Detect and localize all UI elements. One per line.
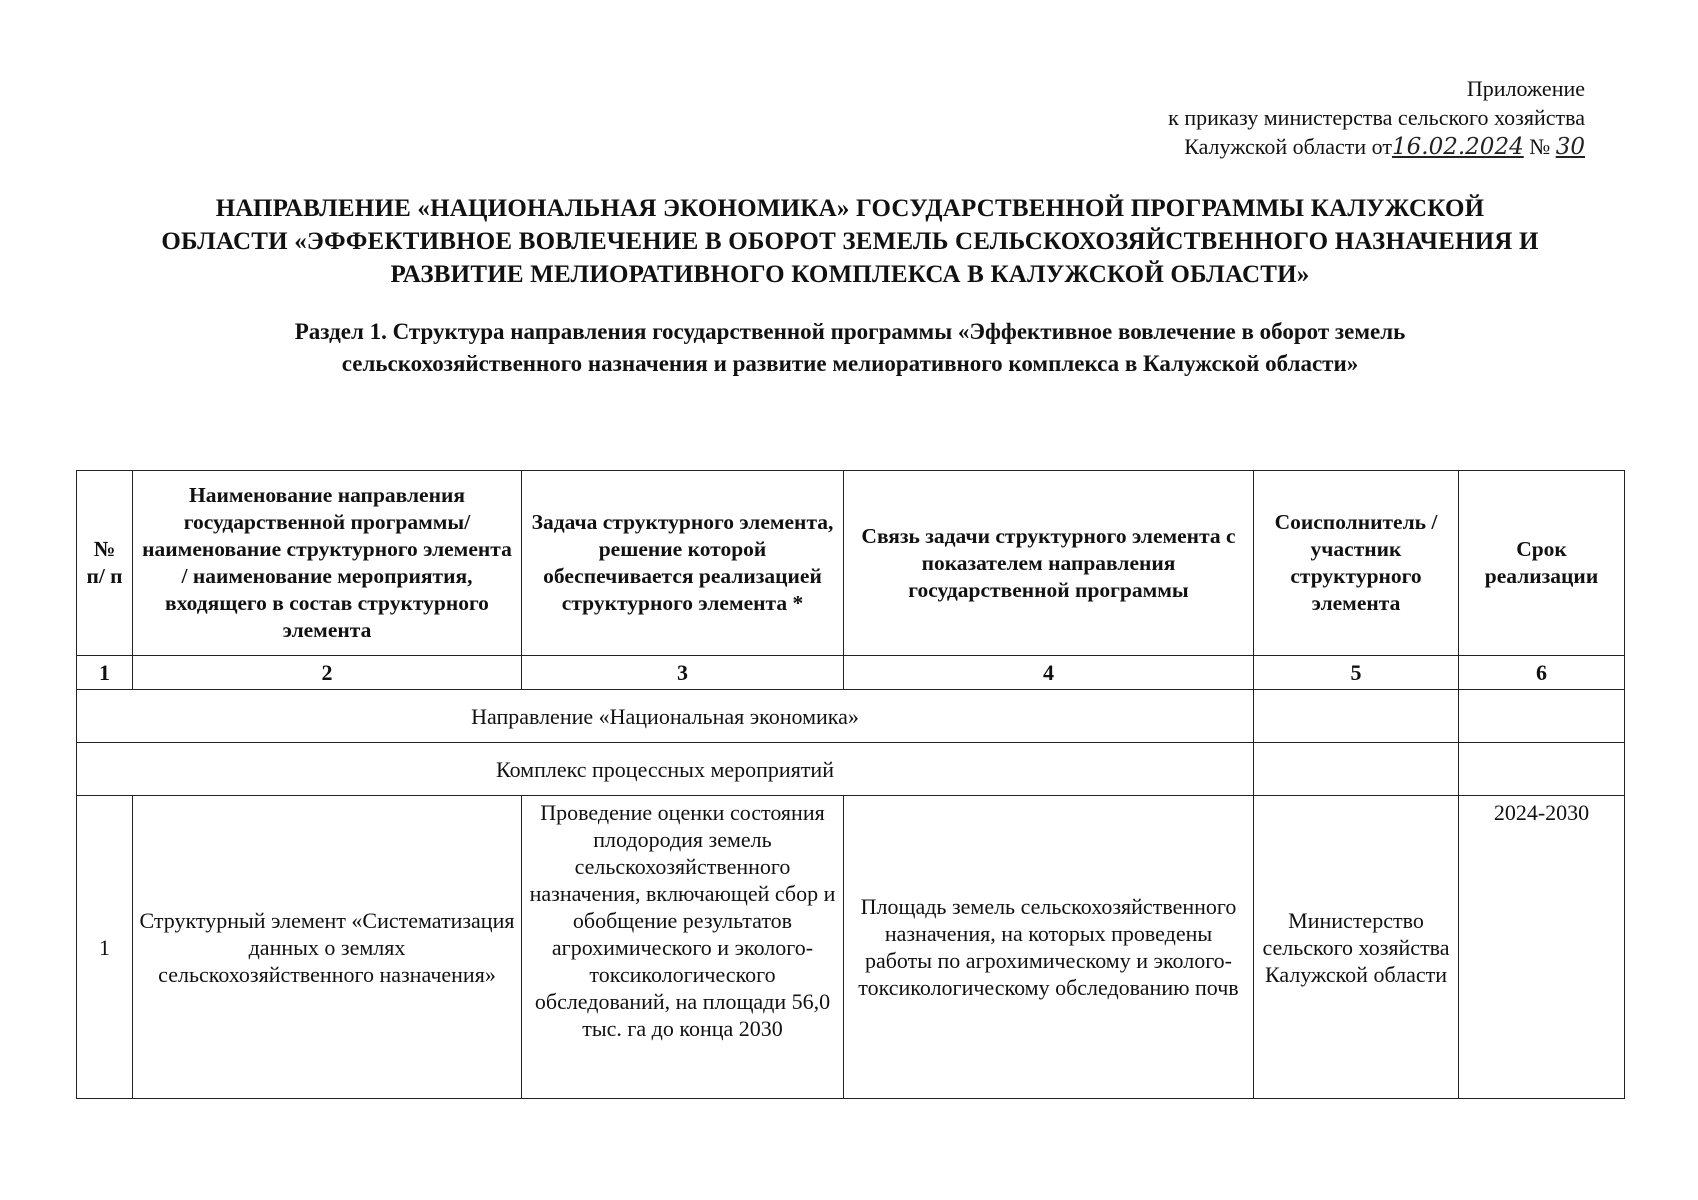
column-number-1: 1 (77, 656, 133, 690)
appendix-block (1168, 74, 1585, 162)
row-number: 1 (77, 796, 133, 1099)
section-line-2: сельскохозяйственного назначения и развитие мелиоративного комплекса в Калужской области» (341, 351, 1359, 376)
column-number-6: 6 (1459, 656, 1625, 690)
table-header-row (77, 471, 1625, 656)
header-executor: Соисполнитель / участник структурного элемента (1254, 471, 1459, 656)
direction-label: Направление «Национальная экономика» (77, 690, 1254, 743)
row-indicator: Площадь земель сельскохозяйственного назначения, на которых проведены работы по агрохимическому и эколого-токсикологическому обследованию почв (844, 796, 1254, 1099)
header-number: № п/ п (77, 471, 133, 656)
number-sign: № (1529, 134, 1551, 159)
title-line-3: РАЗВИТИЕ МЕЛИОРАТИВНОГО КОМПЛЕКСА В КАЛУЖСКОЙ ОБЛАСТИ» (390, 261, 1310, 288)
row-element-name: Структурный элемент «Систематизация данных о землях сельскохозяйственного назначения» (133, 796, 522, 1099)
column-number-2: 2 (133, 656, 522, 690)
row-task: Проведение оценки состояния плодородия земель сельскохозяйственного назначения, включающей сбор и обобщение результатов агрохимического и эколого-токсикологического обследований, на площади 56,0 тыс. га до конца 2030 (522, 796, 844, 1099)
header-indicator-link: Связь задачи структурного элемента с показателем направления государственной программы (844, 471, 1254, 656)
column-number-4: 4 (844, 656, 1254, 690)
appendix-line-1: Приложение (1466, 76, 1585, 101)
header-name: Наименование направления государственной программы/ наименование структурного элемента / наименование мероприятия, входящего в состав структурного элемента (133, 471, 522, 656)
complex-empty-5 (1254, 743, 1459, 796)
structure-table (76, 470, 1625, 1099)
row-executor: Министерство сельского хозяйства Калужской области (1254, 796, 1459, 1099)
complex-empty-6 (1459, 743, 1625, 796)
column-number-3: 3 (522, 656, 844, 690)
section-line-1: Раздел 1. Структура направления государственной программы «Эффективное вовлечение в оборот земель (294, 319, 1406, 344)
title-line-2: ОБЛАСТИ «ЭФФЕКТИВНОЕ ВОВЛЕЧЕНИЕ В ОБОРОТ ЗЕМЕЛЬ СЕЛЬСКОХОЗЯЙСТВЕННОГО НАЗНАЧЕНИЯ И (161, 228, 1539, 255)
title-line-1: НАПРАВЛЕНИЕ «НАЦИОНАЛЬНАЯ ЭКОНОМИКА» ГОСУДАРСТВЕННОЙ ПРОГРАММЫ КАЛУЖСКОЙ (215, 195, 1485, 222)
direction-empty-6 (1459, 690, 1625, 743)
section-title (120, 316, 1580, 380)
handwritten-date: 16.02.2024 (1392, 134, 1524, 160)
column-number-5: 5 (1254, 656, 1459, 690)
handwritten-number: 30 (1555, 134, 1585, 160)
header-period: Срок реализации (1459, 471, 1625, 656)
table-row (77, 796, 1625, 1099)
complex-row (77, 743, 1625, 796)
direction-row (77, 690, 1625, 743)
appendix-line-3 (1168, 132, 1585, 162)
row-period: 2024-2030 (1459, 796, 1625, 1099)
column-number-row (77, 656, 1625, 690)
header-task: Задача структурного элемента, решение которой обеспечивается реализацией структурного элемента * (522, 471, 844, 656)
direction-empty-5 (1254, 690, 1459, 743)
document-title (80, 192, 1620, 291)
complex-label: Комплекс процессных мероприятий (77, 743, 1254, 796)
appendix-line-3-prefix: Калужской области от (1184, 134, 1393, 159)
appendix-line-2: к приказу министерства сельского хозяйства (1168, 105, 1585, 130)
